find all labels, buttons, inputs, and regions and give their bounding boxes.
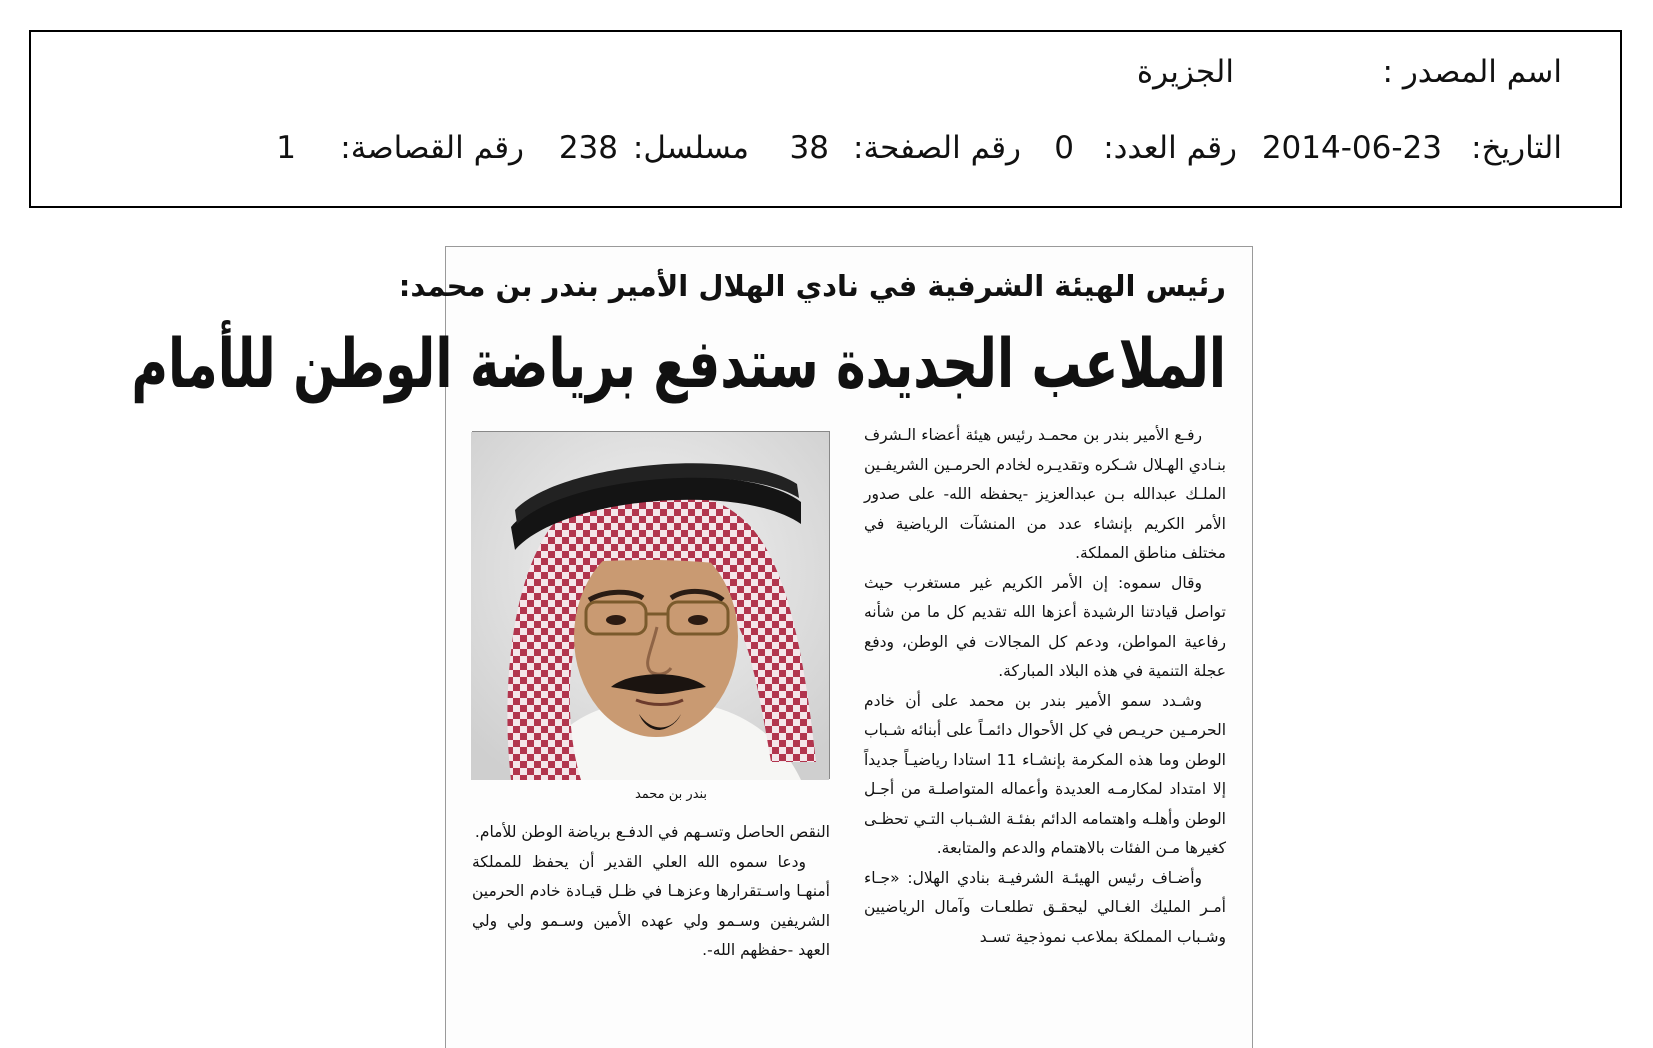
serial-label: مسلسل:: [632, 130, 749, 166]
article-headline: الملاعب الجديدة ستدفع برياضة الوطن للأمام: [131, 325, 1226, 404]
paragraph: وشـدد سمو الأمير بندر بن محمد على أن خادم الحرمـين حريـص في كل الأحوال دائمـاً على أبنائه شـباب الوطن وما هذه المكرمة بإنشـاء 11 استادا رياضيـاً جديداً إلا امتداد لمكارمـه العديدة وأعماله المتواصلـة من أجـل الوطن وأهلـه واهتمامه الدائم بفئـة الشـباب التـي تحظـى كغيرها مـن الفئات بالاهتمام والدعم والمتابعة.: [864, 691, 1226, 857]
article-kicker: رئيس الهيئة الشرفية في نادي الهلال الأمير بندر بن محمد:: [398, 269, 1226, 303]
clip-label: رقم القصاصة:: [340, 130, 524, 166]
details-row: [31, 130, 1620, 170]
article-column-right: [864, 421, 1226, 952]
issue-value: 0: [1054, 130, 1074, 166]
source-row: [31, 54, 1620, 94]
source-value: الجزيرة: [1136, 54, 1234, 90]
portrait-image: [471, 432, 829, 780]
paragraph: وقال سموه: إن الأمر الكريم غير مستغرب حيث تواصل قيادتنا الرشيدة أعزها الله تقديم كل ما من شأنه رفاعية المواطن، ودعم كل المجالات في الوطن، ودفع عجلة التنمية في هذه البلاد المباركة.: [864, 573, 1226, 680]
issue-label: رقم العدد:: [1103, 130, 1237, 166]
source-label: اسم المصدر :: [1382, 54, 1562, 90]
paragraph: النقص الحاصل وتسـهم في الدفـع برياضة الوطن للأمام.: [474, 823, 830, 841]
newspaper-clipping: [131, 246, 1253, 1048]
page-value: 38: [789, 130, 829, 166]
paragraph: ودعا سموه الله العلي القدير أن يحفظ للمملكة أمنهـا واسـتقرارها وعزهـا في ظـل قيـادة خادم الحرمين الشريفين وسـمو ولي عهده الأمين وسـمو ولي ولي العهد -حفظهم الله-.: [472, 852, 830, 959]
photo-caption: بندر بن محمد: [634, 787, 708, 802]
paragraph: رفـع الأمير بندر بن محمـد رئيس هيئة أعضاء الـشرف بنـادي الهـلال شـكره وتقديـره لخادم الحرمـين الشريفـين الملـك عبدالله بـن عبدالعزيز -يحفظه الله- على صدور الأمر الكريم بإنشاء عدد من المنشآت الرياضية في مختلف مناطق المملكة.: [864, 426, 1226, 562]
portrait-photo: [472, 431, 830, 779]
page-label: رقم الصفحة:: [853, 130, 1021, 166]
date-value: 2014-06-23: [1261, 130, 1442, 166]
date-label: التاريخ:: [1471, 130, 1562, 166]
article-column-left: [472, 818, 830, 966]
metadata-box: [29, 30, 1622, 208]
paragraph: وأضـاف رئيس الهيئـة الشرفيـة بنادي الهلال: «جـاء أمـر المليك الغـالي ليحقـق تطلعـات وآمال الرياضيين وشـباب المملكة بملاعب نموذجية تسـد: [864, 868, 1226, 946]
clip-value: 1: [276, 130, 296, 166]
serial-value: 238: [558, 130, 618, 166]
